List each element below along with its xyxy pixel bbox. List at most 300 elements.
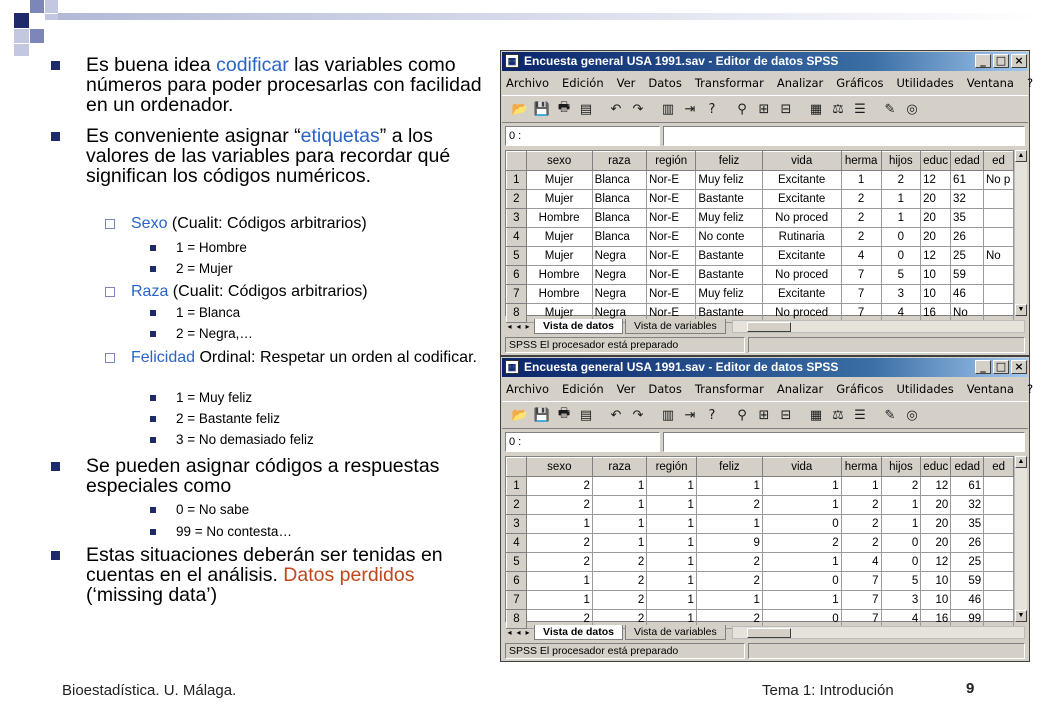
data-cell[interactable]: 7 (841, 304, 881, 323)
vertical-scrollbar[interactable] (1014, 150, 1027, 316)
data-cell[interactable]: 2 (841, 190, 881, 209)
minimize-icon[interactable]: _ (975, 54, 991, 68)
row-header[interactable]: 5 (507, 553, 527, 572)
data-cell[interactable]: Muy feliz (696, 285, 762, 304)
data-cell[interactable]: 1 (647, 477, 697, 496)
data-cell[interactable]: 10 (921, 285, 951, 304)
data-cell[interactable] (984, 534, 1014, 553)
menu-analizar[interactable]: Analizar (776, 381, 824, 396)
data-cell[interactable]: 1 (647, 496, 697, 515)
data-cell[interactable]: Bastante (696, 190, 762, 209)
data-cell[interactable]: Nor-E (646, 266, 695, 285)
column-header[interactable]: región (647, 458, 697, 477)
data-cell[interactable]: 12 (921, 171, 951, 190)
data-cell[interactable]: 32 (951, 190, 984, 209)
tab-data-view[interactable]: Vista de datos (534, 319, 623, 334)
data-cell[interactable]: 1 (647, 534, 697, 553)
row-header[interactable]: 4 (507, 534, 527, 553)
data-cell[interactable]: 20 (921, 209, 951, 228)
print-icon[interactable]: 🖶 (557, 406, 571, 421)
data-cell[interactable]: 20 (921, 190, 951, 209)
column-header[interactable]: edad (951, 458, 984, 477)
data-cell[interactable]: 5 (881, 572, 921, 591)
value-labels-icon[interactable]: ✎ (884, 407, 896, 423)
cell-value-input[interactable] (663, 432, 1025, 452)
data-cell[interactable]: 2 (881, 171, 920, 190)
data-cell[interactable]: Nor-E (646, 247, 695, 266)
column-header[interactable]: sexo (526, 152, 592, 171)
data-cell[interactable]: 0 (762, 572, 841, 591)
find-icon[interactable]: ⚲ (737, 101, 747, 117)
data-cell[interactable]: 25 (951, 247, 984, 266)
data-cell[interactable]: 1 (696, 515, 762, 534)
column-header[interactable]: edad (951, 152, 984, 171)
data-cell[interactable]: 35 (951, 209, 984, 228)
undo-icon[interactable]: ↶ (610, 101, 622, 117)
data-cell[interactable]: 2 (592, 553, 646, 572)
scroll-up-icon[interactable]: ▲ (1015, 456, 1027, 468)
window-titlebar[interactable] (502, 358, 1028, 377)
bullet-text (176, 261, 233, 276)
data-cell[interactable]: 1 (647, 610, 697, 629)
data-cell[interactable]: No conte (696, 228, 762, 247)
goto-case-icon[interactable]: ⇥ (684, 407, 696, 423)
value-labels-icon[interactable]: ✎ (884, 101, 896, 117)
data-cell[interactable]: Blanca (592, 209, 646, 228)
column-header[interactable]: raza (592, 152, 646, 171)
bullet-datos-perdidos (86, 545, 486, 605)
data-cell[interactable]: 1 (762, 496, 841, 515)
redo-icon[interactable]: ↷ (632, 101, 644, 117)
data-cell[interactable]: 1 (762, 553, 841, 572)
data-cell[interactable]: 2 (592, 610, 646, 629)
data-cell[interactable]: No proced (762, 209, 841, 228)
menu-archivo[interactable]: Archivo (506, 75, 549, 90)
data-cell[interactable] (984, 553, 1014, 572)
data-cell[interactable]: 2 (841, 534, 881, 553)
select-cases-icon[interactable]: ☰ (854, 407, 866, 423)
cell-value-input[interactable] (663, 126, 1025, 146)
close-icon[interactable]: × (1011, 360, 1027, 374)
cell-reference[interactable]: 0 : (505, 432, 660, 452)
data-cell[interactable]: No (951, 304, 984, 323)
data-cell[interactable]: 12 (921, 553, 951, 572)
data-cell[interactable] (984, 477, 1014, 496)
find-icon[interactable]: ⚲ (737, 407, 747, 423)
data-cell[interactable]: 0 (762, 610, 841, 629)
row-header[interactable]: 4 (507, 228, 527, 247)
data-cell[interactable]: 26 (951, 534, 984, 553)
bullet-square-icon (150, 416, 156, 422)
data-cell[interactable]: 1 (647, 553, 697, 572)
data-cell[interactable]: 25 (951, 553, 984, 572)
menu-utilidades[interactable]: Utilidades (896, 75, 954, 90)
data-cell[interactable]: 35 (951, 515, 984, 534)
data-cell[interactable]: 7 (841, 591, 881, 610)
data-cell[interactable]: 20 (921, 515, 951, 534)
data-cell[interactable]: Bastante (696, 304, 762, 323)
data-cell[interactable]: 1 (592, 515, 646, 534)
data-cell[interactable]: Excitante (762, 247, 841, 266)
scroll-up-icon[interactable]: ▲ (1015, 150, 1027, 162)
data-cell[interactable]: 0 (881, 534, 921, 553)
data-cell[interactable]: 4 (881, 610, 921, 629)
menu-graficos[interactable]: Gráficos (836, 75, 884, 90)
column-header[interactable]: hijos (881, 152, 920, 171)
dialog-recall-icon[interactable]: ▤ (579, 101, 593, 117)
menu-transformar[interactable]: Transformar (694, 75, 764, 90)
data-cell[interactable]: Negra (592, 304, 646, 323)
split-file-icon[interactable]: ▦ (809, 101, 823, 117)
column-header[interactable]: vida (762, 152, 841, 171)
data-cell[interactable]: 16 (921, 610, 951, 629)
data-cell[interactable]: 1 (881, 209, 920, 228)
item-muy-feliz (176, 390, 476, 406)
data-cell[interactable]: Mujer (526, 171, 592, 190)
cell-editor-bar (505, 432, 1025, 454)
use-sets-icon[interactable]: ◎ (906, 407, 918, 423)
data-cell[interactable] (984, 591, 1014, 610)
data-cell[interactable]: Mujer (526, 190, 592, 209)
data-cell[interactable] (983, 285, 1013, 304)
insert-variable-icon[interactable]: ⊟ (780, 407, 792, 423)
menu-help[interactable]: ? (1026, 381, 1034, 396)
data-cell[interactable] (983, 266, 1013, 285)
data-cell[interactable]: Mujer (526, 247, 592, 266)
tab-first-icon[interactable]: ◂ (507, 321, 512, 331)
weight-cases-icon[interactable]: ⚖ (832, 407, 844, 423)
data-cell[interactable]: Bastante (696, 247, 762, 266)
data-cell[interactable]: Blanca (592, 190, 646, 209)
data-cell[interactable]: 1 (841, 477, 881, 496)
row-header[interactable]: 3 (507, 515, 527, 534)
data-cell[interactable]: 1 (696, 591, 762, 610)
data-cell[interactable]: 7 (841, 266, 881, 285)
column-header[interactable]: herma (841, 458, 881, 477)
data-cell[interactable]: 9 (696, 534, 762, 553)
row-header[interactable]: 5 (507, 247, 527, 266)
data-cell[interactable]: Nor-E (646, 190, 695, 209)
row-header[interactable]: 6 (507, 266, 527, 285)
data-cell[interactable]: 1 (762, 477, 841, 496)
insert-variable-icon[interactable]: ⊟ (780, 101, 792, 117)
tab-data-view[interactable]: Vista de datos (534, 625, 623, 640)
scroll-thumb[interactable] (747, 322, 791, 332)
data-cell[interactable]: 2 (696, 496, 762, 515)
data-cell[interactable]: No (983, 247, 1013, 266)
data-cell[interactable]: 2 (526, 477, 592, 496)
use-sets-icon[interactable]: ◎ (906, 101, 918, 117)
slide-bullets (0, 0, 490, 640)
menu-datos[interactable]: Datos (648, 75, 682, 90)
data-cell[interactable]: 10 (921, 572, 951, 591)
grid-corner[interactable] (507, 152, 527, 171)
column-header[interactable]: ed (984, 458, 1014, 477)
text-run: Estas situaciones deberán ser tenidas en cuentas en el análisis. (86, 544, 443, 586)
data-cell[interactable]: Nor-E (646, 209, 695, 228)
data-cell[interactable]: 4 (841, 247, 881, 266)
tab-prev-icon[interactable]: ◂ (516, 321, 521, 331)
row-header[interactable]: 6 (507, 572, 527, 591)
data-cell[interactable]: 2 (696, 572, 762, 591)
print-icon[interactable]: 🖶 (557, 100, 571, 115)
data-cell[interactable]: Rutinaria (762, 228, 841, 247)
data-cell[interactable]: 2 (841, 228, 881, 247)
data-cell[interactable]: 0 (881, 553, 921, 572)
data-cell[interactable]: 1 (647, 515, 697, 534)
data-cell[interactable]: 46 (951, 285, 984, 304)
data-cell[interactable]: Nor-E (646, 171, 695, 190)
data-cell[interactable]: 1 (526, 515, 592, 534)
data-cell[interactable]: 2 (841, 515, 881, 534)
weight-cases-icon[interactable]: ⚖ (832, 101, 844, 117)
data-cell[interactable]: Bastante (696, 266, 762, 285)
data-cell[interactable]: 0 (762, 515, 841, 534)
menu-ventana[interactable]: Ventana (966, 75, 1014, 90)
data-cell[interactable]: Mujer (526, 304, 592, 323)
data-cell[interactable] (983, 209, 1013, 228)
data-cell[interactable]: Excitante (762, 190, 841, 209)
text-run: 99 = No contesta… (176, 524, 292, 539)
variables-icon[interactable]: ? (708, 101, 716, 117)
data-cell[interactable]: 2 (526, 553, 592, 572)
data-cell[interactable]: 2 (696, 553, 762, 572)
column-header[interactable]: educ (921, 152, 951, 171)
data-cell[interactable]: 59 (951, 572, 984, 591)
split-file-icon[interactable]: ▦ (809, 407, 823, 423)
data-cell[interactable]: 1 (526, 591, 592, 610)
goto-chart-icon[interactable]: ▥ (661, 101, 675, 117)
text-run: Ordinal: Respetar un orden al codificar. (195, 349, 477, 366)
maximize-icon[interactable]: □ (993, 54, 1009, 68)
window-titlebar[interactable] (502, 52, 1028, 71)
menu-help[interactable]: ? (1026, 75, 1034, 90)
highlight-text: Sexo (131, 215, 168, 232)
open-icon[interactable]: 📂 (511, 407, 529, 423)
close-icon[interactable]: × (1011, 54, 1027, 68)
row-header[interactable]: 2 (507, 190, 527, 209)
data-cell[interactable]: 1 (762, 591, 841, 610)
data-cell[interactable]: 1 (881, 190, 920, 209)
data-cell[interactable]: 2 (762, 534, 841, 553)
save-icon[interactable]: 💾 (533, 407, 551, 423)
data-cell[interactable]: 20 (921, 534, 951, 553)
data-cell[interactable]: Negra (592, 247, 646, 266)
view-tabs (505, 318, 1025, 334)
data-cell[interactable]: 2 (841, 209, 881, 228)
data-cell[interactable]: 10 (921, 266, 951, 285)
data-cell[interactable]: Nor-E (646, 304, 695, 323)
maximize-icon[interactable]: □ (993, 360, 1009, 374)
insert-case-icon[interactable]: ⊞ (758, 101, 770, 117)
data-cell[interactable]: 1 (592, 534, 646, 553)
data-cell[interactable]: 1 (592, 496, 646, 515)
data-cell[interactable]: 7 (841, 572, 881, 591)
redo-icon[interactable]: ↷ (632, 407, 644, 423)
data-cell[interactable]: 2 (592, 572, 646, 591)
data-cell[interactable]: No p (983, 171, 1013, 190)
highlight-text: Raza (131, 283, 169, 300)
data-cell[interactable]: 1 (526, 572, 592, 591)
tab-next-icon[interactable]: ▸ (525, 321, 530, 331)
data-cell[interactable]: Negra (592, 266, 646, 285)
data-cell[interactable]: 1 (647, 591, 697, 610)
menu-analizar[interactable]: Analizar (776, 75, 824, 90)
data-cell[interactable]: 20 (921, 496, 951, 515)
data-cell[interactable]: Hombre (526, 266, 592, 285)
data-cell[interactable]: 1 (592, 477, 646, 496)
data-cell[interactable]: 2 (881, 477, 921, 496)
column-header[interactable]: región (646, 152, 695, 171)
dialog-recall-icon[interactable]: ▤ (579, 407, 593, 423)
column-header[interactable]: hijos (881, 458, 921, 477)
column-header[interactable]: feliz (696, 458, 762, 477)
data-cell[interactable]: 1 (841, 171, 881, 190)
scroll-thumb[interactable] (747, 628, 791, 638)
goto-case-icon[interactable]: ⇥ (684, 101, 696, 117)
menu-utilidades[interactable]: Utilidades (896, 381, 954, 396)
data-cell[interactable]: 0 (881, 228, 920, 247)
vertical-scrollbar[interactable] (1014, 456, 1027, 622)
cell-reference[interactable]: 0 : (505, 126, 660, 146)
menu-datos[interactable]: Datos (648, 381, 682, 396)
menu-edicion[interactable]: Edición (562, 381, 604, 396)
data-cell[interactable]: 32 (951, 496, 984, 515)
data-cell[interactable]: 2 (526, 610, 592, 629)
data-cell[interactable]: 26 (951, 228, 984, 247)
data-cell[interactable]: Nor-E (646, 228, 695, 247)
open-icon[interactable]: 📂 (511, 101, 529, 117)
data-cell[interactable] (983, 190, 1013, 209)
data-cell[interactable] (984, 572, 1014, 591)
data-cell[interactable]: 1 (881, 515, 921, 534)
data-cell[interactable] (984, 515, 1014, 534)
data-cell[interactable]: 20 (921, 228, 951, 247)
data-cell[interactable]: Negra (592, 285, 646, 304)
select-cases-icon[interactable]: ☰ (854, 101, 866, 117)
menu-archivo[interactable]: Archivo (506, 381, 549, 396)
save-icon[interactable]: 💾 (533, 101, 551, 117)
data-cell[interactable] (983, 228, 1013, 247)
data-cell[interactable]: 10 (921, 591, 951, 610)
scroll-down-icon[interactable]: ▼ (1015, 304, 1027, 316)
column-header[interactable]: raza (592, 458, 646, 477)
column-header[interactable]: feliz (696, 152, 762, 171)
data-cell[interactable]: No proced (762, 304, 841, 323)
data-cell[interactable]: 5 (881, 266, 920, 285)
menu-edicion[interactable]: Edición (562, 75, 604, 90)
data-cell[interactable]: 3 (881, 285, 920, 304)
tab-variable-view[interactable]: Vista de variables (625, 319, 726, 334)
item-negra (176, 326, 476, 342)
data-cell[interactable]: 4 (881, 304, 920, 323)
tab-first-icon[interactable]: ◂ (507, 627, 512, 637)
data-cell[interactable]: Mujer (526, 228, 592, 247)
bullet-square-icon (51, 462, 60, 471)
data-cell[interactable]: 2 (696, 610, 762, 629)
data-cell[interactable]: 61 (951, 477, 984, 496)
data-cell[interactable]: 12 (921, 477, 951, 496)
window-title: Encuesta general USA 1991.sav - Editor de datos SPSS (524, 54, 839, 68)
bullet-text (86, 544, 443, 606)
variables-icon[interactable]: ? (708, 407, 716, 423)
data-cell[interactable]: 59 (951, 266, 984, 285)
data-cell[interactable]: 0 (881, 247, 920, 266)
data-cell[interactable]: 16 (921, 304, 951, 323)
tab-next-icon[interactable]: ▸ (525, 627, 530, 637)
data-cell[interactable]: Excitante (762, 285, 841, 304)
data-cell[interactable]: 1 (881, 496, 921, 515)
data-cell[interactable]: 2 (526, 496, 592, 515)
data-cell[interactable]: Blanca (592, 228, 646, 247)
column-header[interactable]: educ (921, 458, 951, 477)
insert-case-icon[interactable]: ⊞ (758, 407, 770, 423)
sub-bullet-raza (131, 283, 486, 301)
data-cell[interactable]: Muy feliz (696, 209, 762, 228)
data-cell[interactable]: 12 (921, 247, 951, 266)
data-cell[interactable]: 4 (841, 553, 881, 572)
menu-ver[interactable]: Ver (616, 381, 636, 396)
data-cell[interactable]: Hombre (526, 209, 592, 228)
data-cell[interactable]: Nor-E (646, 285, 695, 304)
row-header[interactable]: 8 (507, 304, 527, 323)
data-cell[interactable]: 3 (881, 591, 921, 610)
data-cell[interactable]: 2 (526, 534, 592, 553)
data-cell[interactable]: 2 (841, 496, 881, 515)
bullet-square-icon (150, 331, 156, 337)
data-cell[interactable]: No proced (762, 266, 841, 285)
undo-icon[interactable]: ↶ (610, 407, 622, 423)
column-header[interactable]: sexo (526, 458, 592, 477)
data-cell[interactable]: 7 (841, 285, 881, 304)
data-cell[interactable]: Blanca (592, 171, 646, 190)
horizontal-scrollbar[interactable] (732, 320, 1025, 333)
data-cell[interactable] (984, 496, 1014, 515)
menu-ver[interactable]: Ver (616, 75, 636, 90)
menu-graficos[interactable]: Gráficos (836, 381, 884, 396)
tab-prev-icon[interactable]: ◂ (516, 627, 521, 637)
data-cell[interactable]: Muy feliz (696, 171, 762, 190)
row-header[interactable]: 2 (507, 496, 527, 515)
horizontal-scrollbar[interactable] (732, 626, 1025, 639)
data-cell[interactable]: 1 (696, 477, 762, 496)
column-header[interactable]: herma (841, 152, 881, 171)
menu-ventana[interactable]: Ventana (966, 381, 1014, 396)
data-cell[interactable]: 7 (841, 610, 881, 629)
data-cell[interactable]: 61 (951, 171, 984, 190)
tab-variable-view[interactable]: Vista de variables (625, 625, 726, 640)
column-header[interactable]: ed (983, 152, 1013, 171)
minimize-icon[interactable]: _ (975, 360, 991, 374)
menu-transformar[interactable]: Transformar (694, 381, 764, 396)
data-cell[interactable]: Hombre (526, 285, 592, 304)
row-header[interactable]: 8 (507, 610, 527, 629)
row-header[interactable]: 1 (507, 171, 527, 190)
data-cell[interactable]: 46 (951, 591, 984, 610)
row-header[interactable]: 7 (507, 591, 527, 610)
goto-chart-icon[interactable]: ▥ (661, 407, 675, 423)
row-header[interactable]: 1 (507, 477, 527, 496)
grid-corner[interactable] (507, 458, 527, 477)
row-header[interactable]: 3 (507, 209, 527, 228)
data-cell[interactable]: 2 (592, 591, 646, 610)
column-header[interactable]: vida (762, 458, 841, 477)
row-header[interactable]: 7 (507, 285, 527, 304)
data-cell[interactable]: 1 (647, 572, 697, 591)
data-cell[interactable]: 99 (951, 610, 984, 629)
data-cell[interactable]: Excitante (762, 171, 841, 190)
scroll-down-icon[interactable]: ▼ (1015, 610, 1027, 622)
